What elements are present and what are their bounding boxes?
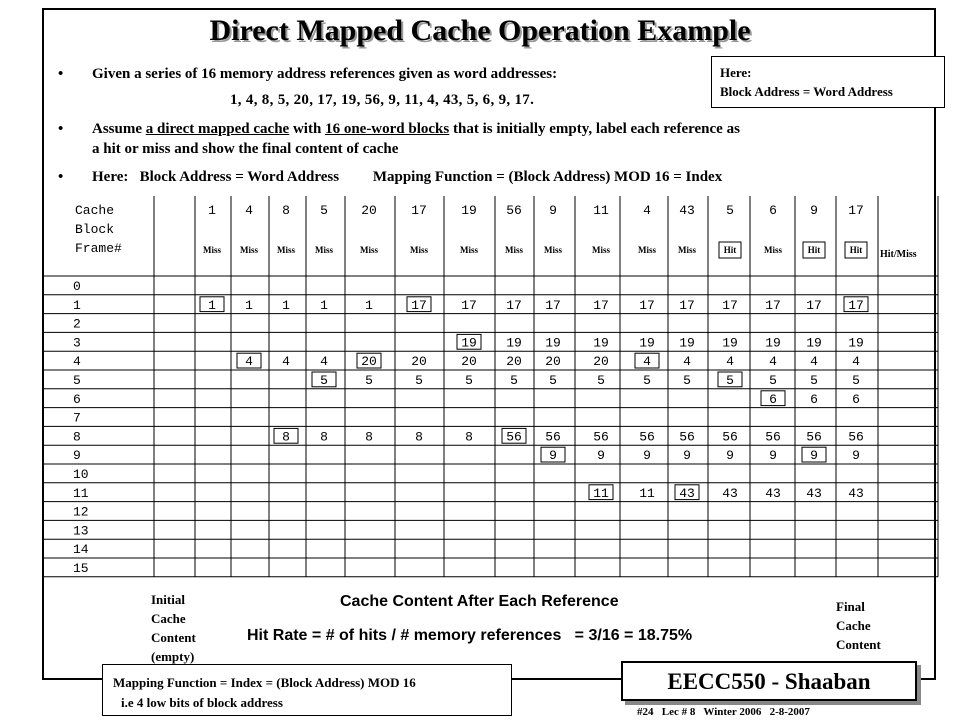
cache-cell: 9 xyxy=(852,448,860,464)
cache-cell: 9 xyxy=(549,448,557,464)
cache-cell: 56 xyxy=(545,429,561,445)
cache-cell: 4 xyxy=(852,354,860,370)
slide-footer: #24 Lec # 8 Winter 2006 2-8-2007 xyxy=(637,706,810,718)
frame-number: 13 xyxy=(73,523,89,539)
note-line-1: Here: xyxy=(720,65,752,80)
hit-miss-header: Hit/Miss xyxy=(880,249,917,260)
cache-cell: 4 xyxy=(320,354,328,370)
cache-cell: 9 xyxy=(810,448,818,464)
bullet-2-mid: with xyxy=(289,121,326,137)
cache-cell: 56 xyxy=(593,429,609,445)
cache-cell: 17 xyxy=(848,297,864,313)
cache-cell: 20 xyxy=(545,354,561,370)
cache-cell: 8 xyxy=(415,429,423,445)
reference-number: 4 xyxy=(643,203,651,218)
reference-number: 19 xyxy=(461,203,477,218)
cache-cell: 4 xyxy=(245,354,253,370)
cache-cell: 5 xyxy=(320,373,328,388)
frame-number: 9 xyxy=(73,448,81,464)
cache-cell: 56 xyxy=(848,429,864,445)
frame-number: 15 xyxy=(73,561,89,576)
cache-cell: 8 xyxy=(320,429,328,445)
cache-cell: 20 xyxy=(461,354,477,370)
cache-cell: 19 xyxy=(722,335,738,351)
cache-cell: 56 xyxy=(806,429,822,445)
header-label: Frame# xyxy=(75,241,122,256)
reference-result: Miss xyxy=(203,245,221,255)
cache-cell: 11 xyxy=(639,485,655,501)
reference-result: Miss xyxy=(240,245,258,255)
frame-number: 12 xyxy=(73,504,89,520)
frame-number: 0 xyxy=(73,279,81,294)
cache-cell: 19 xyxy=(461,335,477,351)
bullet-2-underline-2: 16 one-word blocks xyxy=(325,121,450,137)
reference-result: Miss xyxy=(544,245,562,255)
course-badge: EECC550 - Shaaban xyxy=(621,661,917,701)
initial-line: Initial xyxy=(151,592,185,607)
cache-cell: 19 xyxy=(545,335,561,351)
cache-cell: 19 xyxy=(848,335,864,351)
reference-number: 20 xyxy=(361,203,377,218)
reference-number: 1 xyxy=(208,203,216,218)
cache-cell: 4 xyxy=(643,354,651,370)
cache-cell: 17 xyxy=(411,297,427,313)
cache-cell: 4 xyxy=(726,354,734,370)
mapping-line-2: i.e 4 low bits of block address xyxy=(121,695,283,710)
frame-number: 4 xyxy=(73,354,81,370)
cache-cell: 5 xyxy=(510,373,518,388)
address-sequence: 1, 4, 8, 5, 20, 17, 19, 56, 9, 11, 4, 43, 5, 6, 9, 17. xyxy=(230,92,535,108)
cache-cell: 5 xyxy=(597,373,605,388)
cache-cell: 9 xyxy=(597,448,605,464)
bullet-3-block: Block Address = Word Address xyxy=(139,169,340,185)
cache-cell: 56 xyxy=(679,429,695,445)
frame-number: 7 xyxy=(73,410,81,426)
cache-cell: 1 xyxy=(282,297,290,313)
mapping-function-box xyxy=(102,664,512,716)
cache-cell: 1 xyxy=(245,297,253,313)
cache-cell: 1 xyxy=(320,297,328,313)
reference-number: 11 xyxy=(593,203,609,218)
bullet-marker: • xyxy=(58,121,64,137)
cache-cell: 6 xyxy=(810,391,818,407)
header-label: Block xyxy=(75,222,115,237)
cache-cell: 20 xyxy=(411,354,427,370)
cache-cell: 17 xyxy=(593,297,609,313)
cache-cell: 17 xyxy=(639,297,655,313)
content-after-label: Cache Content After Each Reference xyxy=(340,593,619,610)
cache-cell: 8 xyxy=(465,429,473,445)
cache-cell: 5 xyxy=(465,373,473,388)
reference-number: 9 xyxy=(810,203,818,218)
reference-result: Miss xyxy=(638,245,656,255)
cache-cell: 43 xyxy=(765,485,781,501)
cache-cell: 8 xyxy=(365,429,373,445)
initial-line: (empty) xyxy=(151,649,195,664)
frame-number: 11 xyxy=(73,485,89,501)
reference-result: Miss xyxy=(410,245,428,255)
cache-cell: 5 xyxy=(769,373,777,388)
bullet-2-pre: Assume xyxy=(92,121,146,137)
initial-cache-label xyxy=(151,590,196,666)
cache-cell: 9 xyxy=(683,448,691,464)
bullet-1-text: Given a series of 16 memory address references given as word addresses: xyxy=(92,66,558,82)
bullet-2-post: that is initially empty, label each reference as xyxy=(449,121,740,137)
frame-number: 14 xyxy=(73,542,89,558)
cache-cell: 5 xyxy=(643,373,651,388)
cache-cell: 9 xyxy=(643,448,651,464)
final-line: Final xyxy=(836,599,865,614)
reference-number: 5 xyxy=(726,203,734,218)
cache-cell: 20 xyxy=(593,354,609,370)
bullet-3-here: Here: xyxy=(92,169,129,185)
cache-cell: 43 xyxy=(848,485,864,501)
cache-cell: 5 xyxy=(415,373,423,388)
initial-line: Cache xyxy=(151,611,186,626)
final-cache-label xyxy=(836,597,881,654)
reference-result: Hit xyxy=(723,245,737,255)
cache-cell: 9 xyxy=(726,448,734,464)
frame-number: 5 xyxy=(73,373,81,388)
header-label: Cache xyxy=(75,203,115,218)
bullet-marker: • xyxy=(58,169,64,185)
cache-cell: 19 xyxy=(679,335,695,351)
cache-cell: 1 xyxy=(208,297,216,313)
cache-cell: 5 xyxy=(365,373,373,388)
cache-cell: 17 xyxy=(679,297,695,313)
cache-cell: 19 xyxy=(593,335,609,351)
table-grid-lines xyxy=(42,196,938,577)
reference-number: 17 xyxy=(848,203,864,218)
reference-result: Miss xyxy=(460,245,478,255)
bullet-marker: • xyxy=(58,66,64,82)
frame-number: 8 xyxy=(73,429,81,445)
reference-result: Miss xyxy=(277,245,295,255)
cache-cell: 56 xyxy=(639,429,655,445)
cache-cell: 6 xyxy=(852,391,860,407)
cache-cell: 5 xyxy=(726,373,734,388)
cache-cell: 5 xyxy=(549,373,557,388)
hit-rate-label: Hit Rate = # of hits / # memory references = 3/16 = 18.75% xyxy=(247,627,693,644)
frame-number: 10 xyxy=(73,467,89,482)
cache-cell: 5 xyxy=(810,373,818,388)
reference-result: Hit xyxy=(849,245,863,255)
cache-cell: 56 xyxy=(722,429,738,445)
mapping-line-1: Mapping Function = Index = (Block Address) MOD 16 xyxy=(113,675,416,690)
page-title: Direct Mapped Cache Operation Example xyxy=(209,14,751,47)
cache-cell: 17 xyxy=(722,297,738,313)
cache-cell: 56 xyxy=(765,429,781,445)
cache-cell: 4 xyxy=(769,354,777,370)
frame-number: 6 xyxy=(73,391,81,407)
cache-cell: 20 xyxy=(506,354,522,370)
cache-cell: 4 xyxy=(810,354,818,370)
reference-number: 6 xyxy=(769,203,777,218)
reference-number: 4 xyxy=(245,203,253,218)
note-line-2: Block Address = Word Address xyxy=(720,84,893,99)
frame-number: 3 xyxy=(73,335,81,351)
reference-number: 8 xyxy=(282,203,290,218)
cache-cell: 5 xyxy=(852,373,860,388)
cache-cell: 17 xyxy=(545,297,561,313)
cache-cell: 6 xyxy=(769,391,777,407)
bullet-2-line2: a hit or miss and show the final content of cache xyxy=(92,141,399,157)
final-line: Content xyxy=(836,637,881,652)
bullet-3-mapping: Mapping Function = (Block Address) MOD 16 = Index xyxy=(372,169,723,185)
reference-result: Miss xyxy=(764,245,782,255)
cache-cell: 17 xyxy=(506,297,522,313)
cache-cell: 5 xyxy=(683,373,691,388)
cache-cell: 17 xyxy=(461,297,477,313)
cache-cell: 19 xyxy=(806,335,822,351)
reference-result: Miss xyxy=(360,245,378,255)
cache-cell: 43 xyxy=(722,485,738,501)
cache-cell: 17 xyxy=(806,297,822,313)
reference-result: Miss xyxy=(678,245,696,255)
reference-result: Miss xyxy=(315,245,333,255)
cache-cell: 20 xyxy=(361,354,377,370)
reference-number: 56 xyxy=(506,203,522,218)
initial-line: Content xyxy=(151,630,196,645)
frame-number: 1 xyxy=(73,297,81,313)
reference-number: 17 xyxy=(411,203,427,218)
cache-cell: 9 xyxy=(769,448,777,464)
cache-cell: 56 xyxy=(506,429,522,445)
cache-cell: 11 xyxy=(593,485,609,501)
cache-cell: 19 xyxy=(506,335,522,351)
reference-result: Hit xyxy=(807,245,821,255)
cache-cell: 43 xyxy=(679,485,695,501)
cache-cell: 4 xyxy=(282,354,290,370)
cache-cell: 17 xyxy=(765,297,781,313)
cache-cell: 19 xyxy=(765,335,781,351)
reference-result: Miss xyxy=(592,245,610,255)
bullet-2-underline-1: a direct mapped cache xyxy=(145,121,290,137)
cache-cell: 4 xyxy=(683,354,691,370)
cache-cell: 19 xyxy=(639,335,655,351)
cache-cell: 1 xyxy=(365,297,373,313)
cache-cell: 8 xyxy=(282,429,290,445)
reference-result: Miss xyxy=(505,245,523,255)
cache-cell: 43 xyxy=(806,485,822,501)
frame-number: 2 xyxy=(73,316,81,332)
final-line: Cache xyxy=(836,618,871,633)
reference-number: 43 xyxy=(679,203,695,218)
reference-number: 9 xyxy=(549,203,557,218)
reference-number: 5 xyxy=(320,203,328,218)
